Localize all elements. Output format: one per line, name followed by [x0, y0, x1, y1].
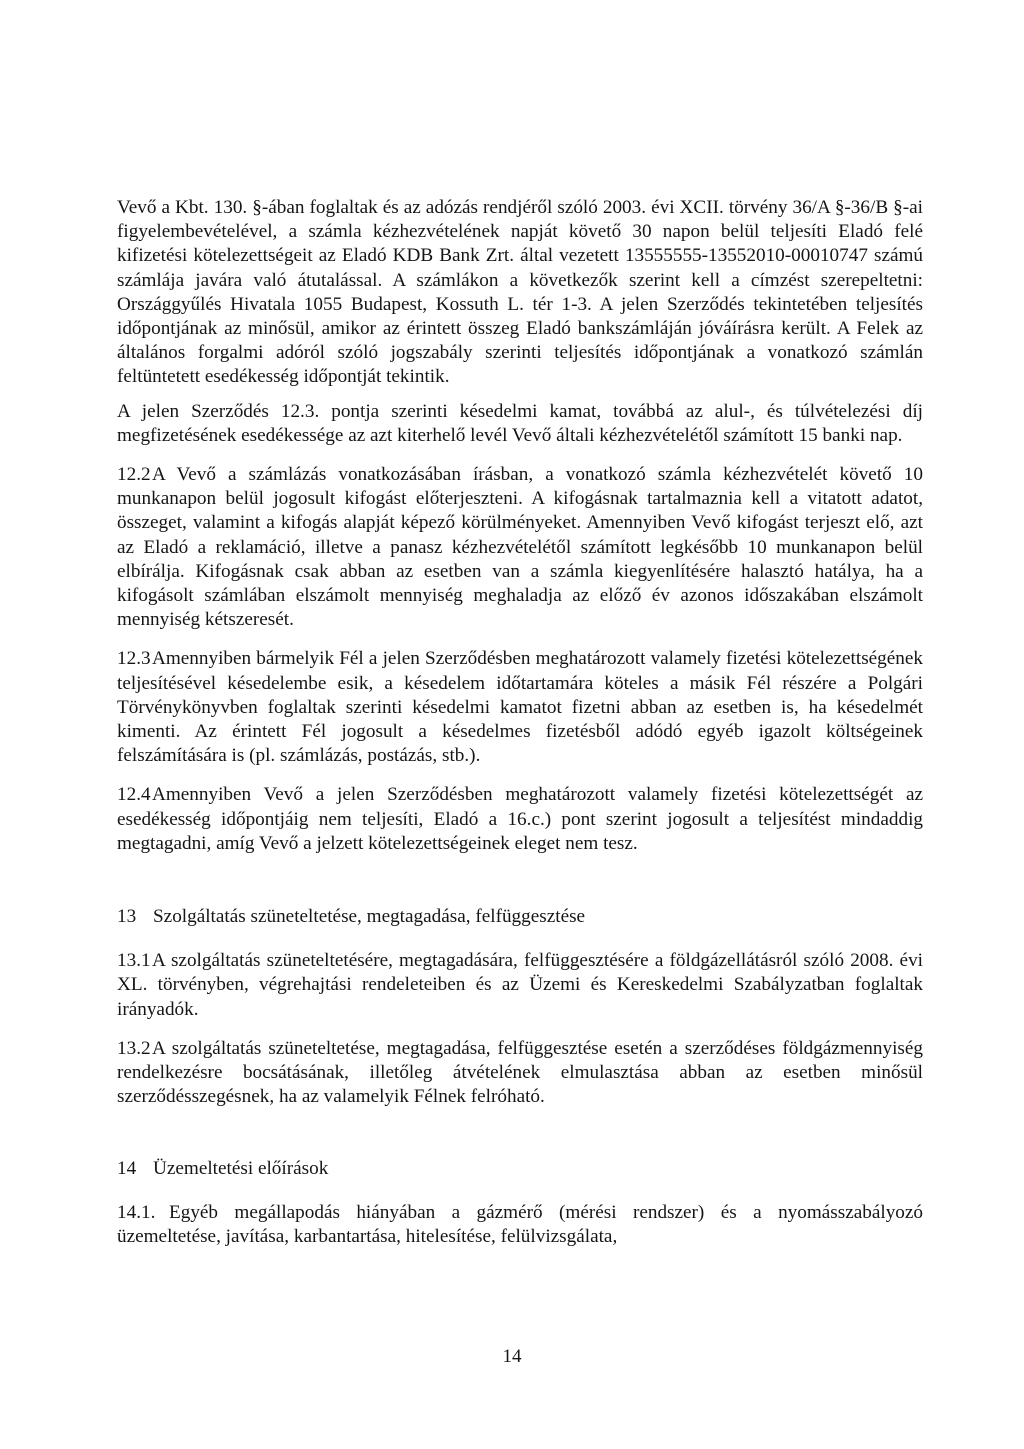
- section-number: 14: [117, 1157, 137, 1179]
- section-number: 13: [117, 906, 137, 928]
- clause-12-2: [117, 463, 923, 632]
- clause-text: A szolgáltatás szüneteltetése, megtagadása, felfüggesztése esetén a szerződéses földgázmennyiség rendelkezésre bocsátásának, illetőleg átvételének elmulasztása abban az esetben minősül szerződésszegésnek, ha az valamelyik Félnek felróható.: [117, 1037, 923, 1108]
- clause-text: A Vevő a számlázás vonatkozásában írásban, a vonatkozó számla kézhezvételét követő 10 munkanapon belül jogosult kifogást előterjeszteni. A kifogásnak tartalmaznia kell a vitatott adatot, összeget, valamint a kifogás alapját képező körülményeket. Amennyiben Vevő kifogást terjeszt elő, azt az Eladó a reklamáció, illetve a panasz kézhezvételétől számított legkésőbb 10 munkanapon belül elbírálja. Kifogásnak csak abban az esetben van a számla kiegyenlítésére halasztó hatálya, ha a kifogásolt számlában elszámolt mennyiség meghaladja az előző év azonos időszakában elszámolt mennyiség kétszeresét.: [117, 464, 923, 631]
- clause-text: Amennyiben Vevő a jelen Szerződésben meghatározott valamely fizetési kötelezettségét az esedékesség időpontjáig nem teljesíti, Eladó a 16.c.) pont szerint jogosult a teljesítést mindaddig megtagadni, amíg Vevő a jelzett kötelezettségeinek eleget nem tesz.: [117, 784, 923, 854]
- clause-text: A szolgáltatás szüneteltetésére, megtagadására, felfüggesztésére a földgázellátásról szóló 2008. évi XL. törvényben, végrehajtási rendeleteiben és az Üzemi és Kereskedelmi Szabályzatban foglaltak irányadók.: [117, 950, 923, 1020]
- clause-text: Amennyiben bármelyik Fél a jelen Szerződésben meghatározott valamely fizetési kötelezettségének teljesítésével késedelembe esik, a késedelem időtartamára köteles a másik Fél részére a Polgári Törvénykönyvben foglaltak szerinti késedelmi kamatot fizetni abban az esetben is, ha késedelmét kimenti. Az érintett Fél jogosult a késedelmes fizetésből adódó egyéb igazolt költségeinek felszámítására is (pl. számlázás, postázás, stb.).: [117, 648, 923, 767]
- clause-number: 13.1: [117, 950, 151, 972]
- clause-14-1: [117, 1201, 923, 1249]
- clause-number: 13.2: [117, 1037, 151, 1059]
- paragraph-payment-terms: [117, 196, 923, 390]
- clause-12-3: [117, 647, 923, 768]
- clause-13-2: [117, 1037, 923, 1110]
- clause-12-4: [117, 783, 923, 856]
- section-title: Szolgáltatás szüneteltetése, megtagadása, felfüggesztése: [153, 906, 586, 928]
- clause-number: 12.3: [117, 648, 151, 670]
- clause-13-1: [117, 949, 923, 1022]
- page-number: 14: [502, 1346, 522, 1367]
- section-heading-14: [117, 1157, 923, 1181]
- section-title: Üzemeltetési előírások: [153, 1157, 329, 1179]
- paragraph-interest-due: [117, 400, 923, 448]
- section-heading-13: [117, 905, 923, 929]
- clause-number: 12.4: [117, 784, 151, 806]
- document-body: [117, 196, 923, 1249]
- clause-number: 14.1.: [117, 1201, 156, 1223]
- clause-number: 12.2: [117, 464, 151, 486]
- paragraph-text: A jelen Szerződés 12.3. pontja szerinti késedelmi kamat, továbbá az alul-, és túlvételezési díj megfizetésének esedékessége az azt kiterhelő levél Vevő általi kézhezvételétől számított 15 banki nap.: [117, 400, 923, 446]
- paragraph-text: Vevő a Kbt. 130. §-ában foglaltak és az adózás rendjéről szóló 2003. évi XCII. törvény 36/A §-36/B §-ai figyelembevételével, a számla kézhezvételének napját követő 30 napon belül teljesíti Eladó felé kifizetési kötelezettségeit az Eladó KDB Bank Zrt. által vezetett 13555555-13552010-00010747 számú számlája javára való átutalással. A számlákon a következők szerint kell a címzést szerepeltetni: Országgyűlés Hivatala 1055 Budapest, Kossuth L. tér 1-3. A jelen Szerződés tekintetében teljesítés időpontjának az minősül, amikor az érintett összeg Eladó bankszámláján jóváírásra került. A Felek az általános forgalmi adóról szóló jogszabály szerinti teljesítés időpontjának a vonatkozó számlán feltüntetett esedékesség időpontját tekintik.: [117, 197, 923, 388]
- clause-text: Egyéb megállapodás hiányában a gázmérő (mérési rendszer) és a nyomásszabályozó üzemeltetése, javítása, karbantartása, hitelesítése, felülvizsgálata,: [117, 1201, 923, 1247]
